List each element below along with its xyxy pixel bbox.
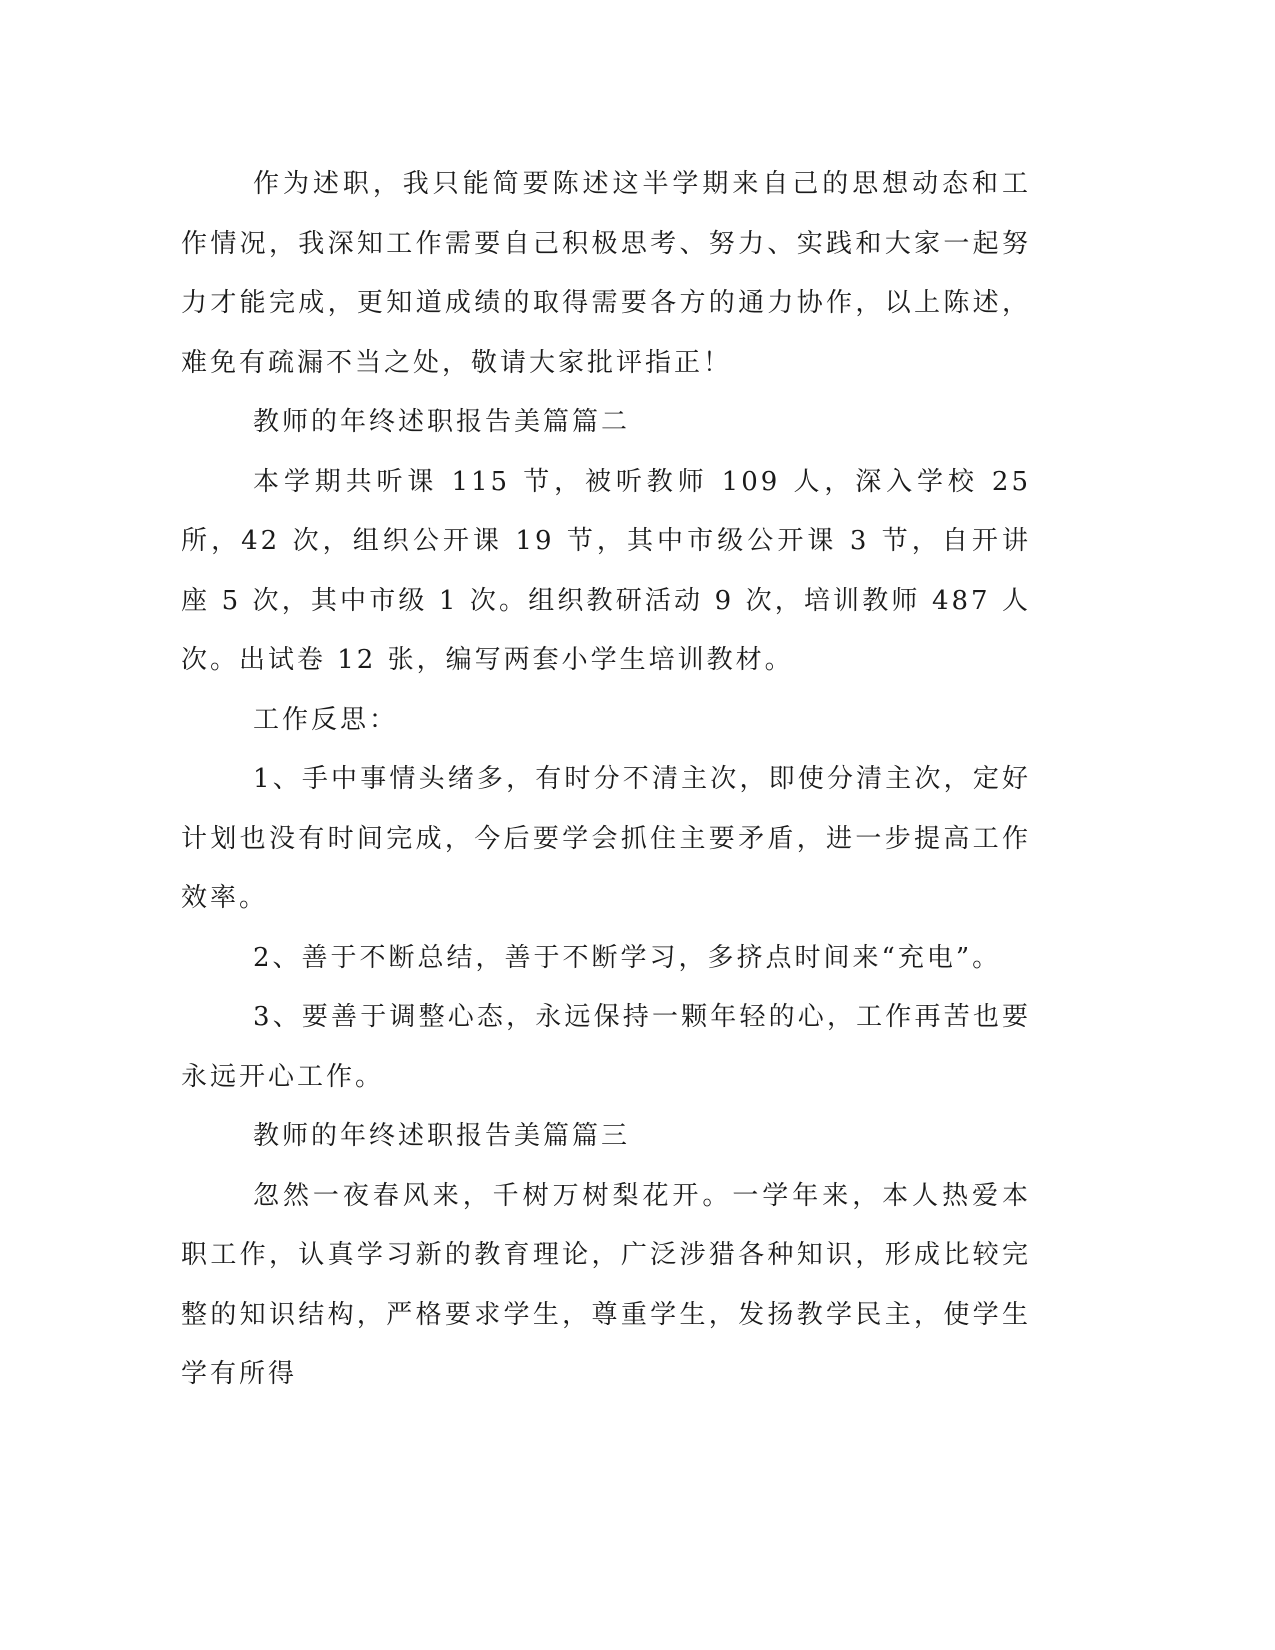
section-heading-two: 教师的年终述职报告美篇篇二 [253, 407, 631, 437]
reflection-item-2: 2、善于不断总结，善于不断学习，多挤点时间来“充电”。 [253, 942, 1002, 973]
section-heading-three: 教师的年终述职报告美篇篇三 [253, 1121, 631, 1151]
paragraph-statistics: 本学期共听课 115 节，被听教师 109 人，深入学校 25 所，42 次，组织公开课 19 节，其中市级公开课 3 节，自开讲座 5 次，其中市级 1 次。组织教研活动 9 次，培训教师 487 人次。出试卷 12 张，编写两套小学生培训教材。 [181, 466, 1031, 675]
document-body [181, 155, 1031, 1405]
reflection-item-3: 3、要善于调整心态，永远保持一颗年轻的心，工作再苦也要永远开心工作。 [181, 1002, 1031, 1092]
reflection-heading: 工作反思： [253, 704, 399, 735]
reflection-item-1: 1、手中事情头绪多，有时分不清主次，即使分清主次，定好计划也没有时间完成，今后要学会抓住主要矛盾，进一步提高工作效率。 [181, 764, 1031, 913]
paragraph-section-three-intro: 忽然一夜春风来，千树万树梨花开。一学年来，本人热爱本职工作，认真学习新的教育理论，广泛涉猎各种知识，形成比较完整的知识结构，严格要求学生，尊重学生，发扬教学民主，使学生学有所得 [181, 1180, 1031, 1389]
paragraph-conclusion: 作为述职，我只能简要陈述这半学期来自己的思想动态和工作情况，我深知工作需要自己积极思考、努力、实践和大家一起努力才能完成，更知道成绩的取得需要各方的通力协作，以上陈述，难免有疏漏不当之处，敬请大家批评指正！ [181, 169, 1031, 378]
